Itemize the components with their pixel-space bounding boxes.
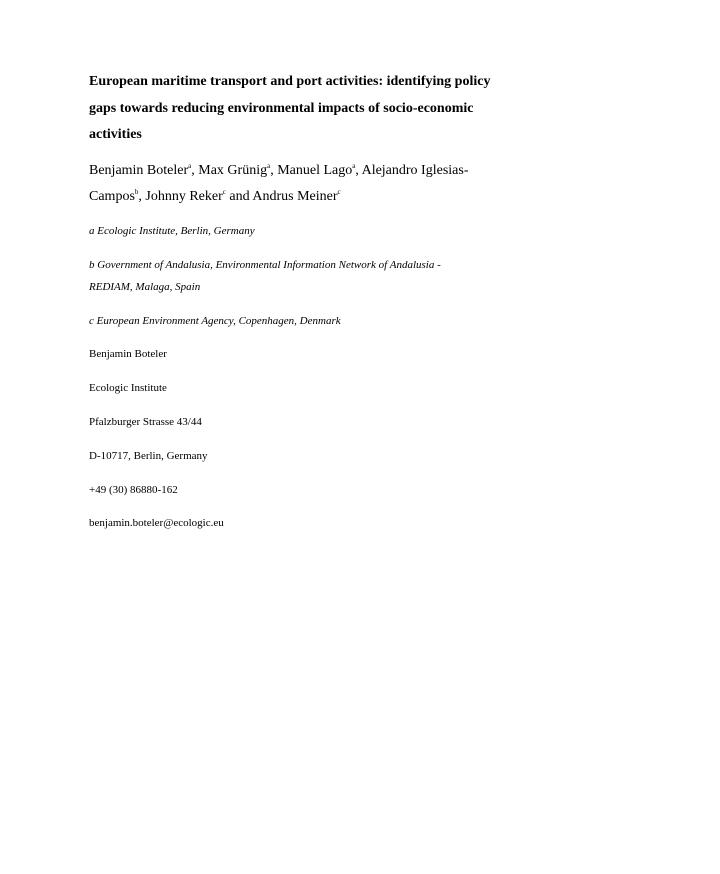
- affiliation-mark: c: [222, 188, 226, 196]
- author-separator: and: [225, 189, 253, 204]
- author-separator: ,: [355, 163, 362, 178]
- author-separator: ,: [270, 163, 278, 178]
- affiliation-mark: a: [352, 162, 356, 170]
- contact-email: benjamin.boteler@ecologic.eu: [89, 517, 224, 529]
- authors-line-1: [89, 163, 469, 179]
- title-line-3: activities: [89, 127, 142, 142]
- title-line-2: gaps towards reducing environmental impacts of socio-economic: [89, 101, 474, 116]
- affiliation-mark: c: [337, 188, 341, 196]
- author-name: Manuel Lago: [277, 163, 353, 178]
- affiliation-mark: a: [188, 162, 192, 170]
- contact-street: Pfalzburger Strasse 43/44: [89, 416, 202, 428]
- affiliation-c: c European Environment Agency, Copenhagen, Denmark: [89, 315, 341, 327]
- author-separator: ,: [138, 189, 146, 204]
- author-name: Johnny Reker: [145, 189, 223, 204]
- affiliation-mark: b: [134, 188, 139, 196]
- author-name: Campos: [89, 189, 135, 204]
- author-name: Alejandro Iglesias-: [361, 163, 469, 178]
- contact-institute: Ecologic Institute: [89, 382, 167, 394]
- contact-city: D-10717, Berlin, Germany: [89, 450, 208, 462]
- author-name: Andrus Meiner: [252, 189, 338, 204]
- author-name: Max Grünig: [198, 163, 268, 178]
- contact-name: Benjamin Boteler: [89, 348, 167, 360]
- author-separator: ,: [191, 163, 199, 178]
- affiliation-b-line-1: b Government of Andalusia, Environmental Information Network of Andalusia -: [89, 259, 441, 271]
- affiliation-b-line-2: REDIAM, Malaga, Spain: [89, 281, 201, 293]
- affiliation-mark: a: [267, 162, 271, 170]
- title-line-1: European maritime transport and port activities: identifying policy: [89, 74, 491, 89]
- authors-line-2: [89, 189, 341, 205]
- contact-phone: +49 (30) 86880-162: [89, 484, 178, 496]
- affiliation-a: a Ecologic Institute, Berlin, Germany: [89, 225, 255, 237]
- author-name: Benjamin Boteler: [89, 163, 189, 178]
